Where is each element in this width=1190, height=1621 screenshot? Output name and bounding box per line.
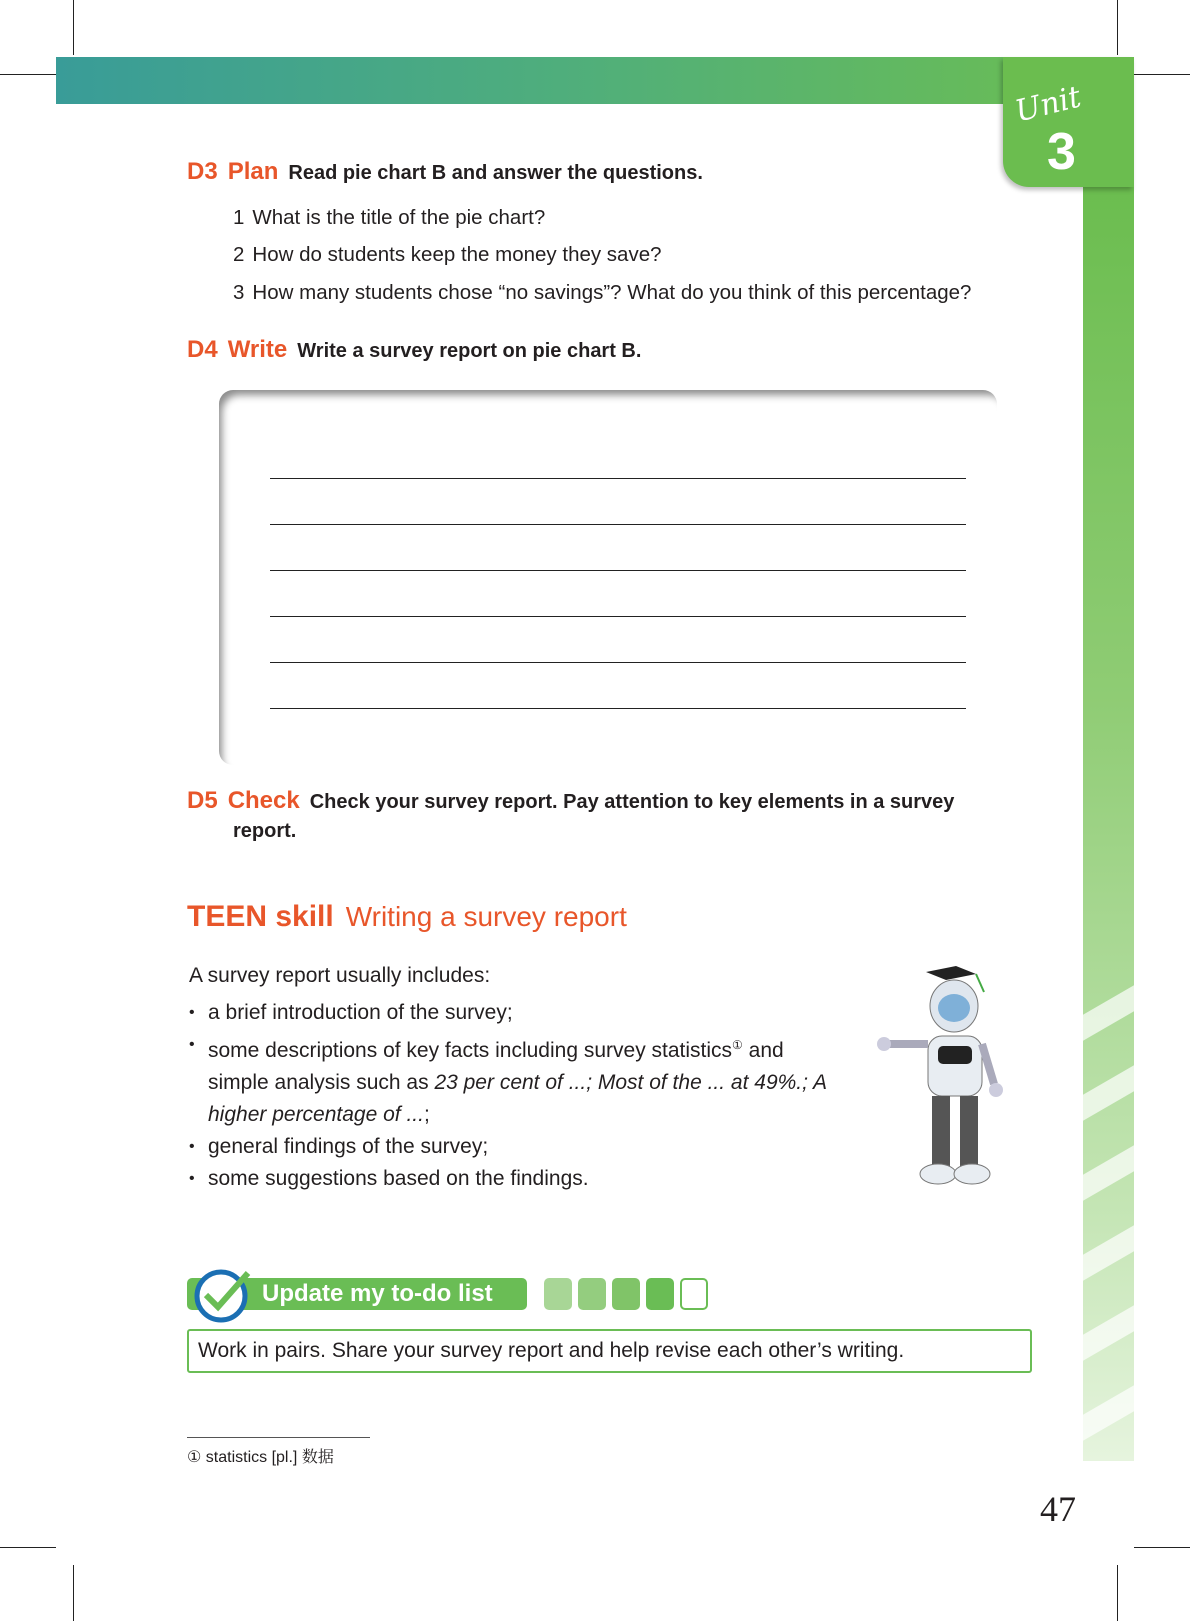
unit-word: Unit: [1011, 79, 1085, 130]
question-2: 2 How do students keep the money they save?: [233, 243, 662, 266]
checkmark-icon: [194, 1265, 252, 1323]
header-bar: [56, 57, 1066, 104]
skill-text: A survey report usually includes: • a brief introduction of the survey; • some descriptions of key facts including survey statistics① and simple analysis such as 23 per cent of ...; Most of the ... at 49%.; A higher percentage of ...; • general findings of the survey; • some suggestions based on the findings.: [189, 960, 839, 1195]
d5-instruction-cont: report.: [233, 820, 297, 842]
todo-task: Work in pairs. Share your survey report and help revise each other’s writing.: [187, 1329, 1032, 1373]
progress-step-2: [578, 1278, 606, 1310]
todo-label: Update my to-do list: [187, 1278, 527, 1310]
progress-step-1: [544, 1278, 572, 1310]
teen-skill-heading: TEEN skill Writing a survey report: [187, 900, 627, 933]
unit-tab: [1003, 57, 1134, 187]
robot-illustration: [866, 964, 1018, 1200]
unit-number: 3: [1047, 123, 1076, 181]
progress-step-5: [680, 1278, 708, 1310]
d3-heading: D3 Plan Read pie chart B and answer the questions.: [187, 158, 703, 185]
d5-heading: D5 Check Check your survey report. Pay attention to key elements in a survey: [187, 787, 955, 814]
question-3: 3 How many students chose “no savings”? What do you think of this percentage?: [233, 281, 972, 304]
progress-step-3: [612, 1278, 640, 1310]
footnote: ① statistics [pl.] 数据: [187, 1449, 334, 1466]
page-number: 47: [1040, 1489, 1076, 1529]
question-1: 1 What is the title of the pie chart?: [233, 206, 546, 229]
progress-step-4: [646, 1278, 674, 1310]
d4-heading: D4 Write Write a survey report on pie chart B.: [187, 336, 642, 363]
